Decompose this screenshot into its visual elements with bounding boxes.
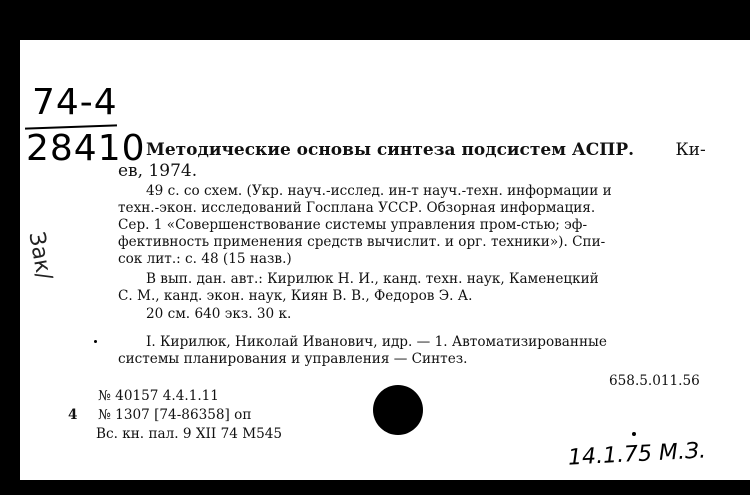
ink-dot [632, 432, 636, 436]
title-line-2: ев, 1974. [118, 161, 198, 181]
authors-line: В вып. дан. авт.: Кирилюк Н. И., канд. техн. наук, Каменецкий [146, 271, 599, 287]
registry-line-1: № 40157 4.4.1.11 [98, 388, 219, 404]
catalog-card [20, 40, 750, 480]
title-main: Методические основы синтеза подсистем АСПР. [146, 140, 635, 160]
title-line-1 [146, 140, 706, 160]
description-line: фективность применения средств вычислит. и орг. техники»). Спи- [118, 234, 606, 250]
registry-line-2: № 1307 [74-86358] оп [98, 407, 252, 423]
description-line: сок лит.: с. 48 (15 назв.) [118, 251, 292, 267]
call-number-bottom: 28410 [26, 128, 146, 169]
registry-line-3: Вс. кн. пал. 9 XII 74 М545 [96, 426, 283, 442]
bottom-handwriting: 14.1.75 М.З. [567, 438, 707, 471]
description-line: Сер. 1 «Совершенствование системы управления пром-стью; эф- [118, 217, 588, 233]
description-line: 49 с. со схем. (Укр. науч.-исслед. ин-т науч.-техн. информации и [146, 183, 612, 199]
tracing-line: I. Кирилюк, Николай Иванович, идр. — 1. Автоматизированные [146, 334, 607, 350]
udc-number: 658.5.011.56 [609, 373, 700, 389]
registry-prefix: 4 [68, 407, 78, 423]
authors-line: С. М., канд. экон. наук, Киян В. В., Федоров Э. А. [118, 288, 473, 304]
tracing-line: системы планирования и управления — Синтез. [118, 351, 468, 367]
call-number-top: 74-4 [32, 82, 118, 123]
margin-handwriting: Зак/ [23, 230, 57, 282]
ink-dot [94, 340, 97, 343]
description-line: техн.-экон. исследований Госплана УССР. Обзорная информация. [118, 200, 596, 216]
punch-hole [373, 385, 423, 435]
title-city-start: Ки- [675, 140, 706, 160]
print-run: 20 см. 640 экз. 30 к. [146, 306, 292, 322]
